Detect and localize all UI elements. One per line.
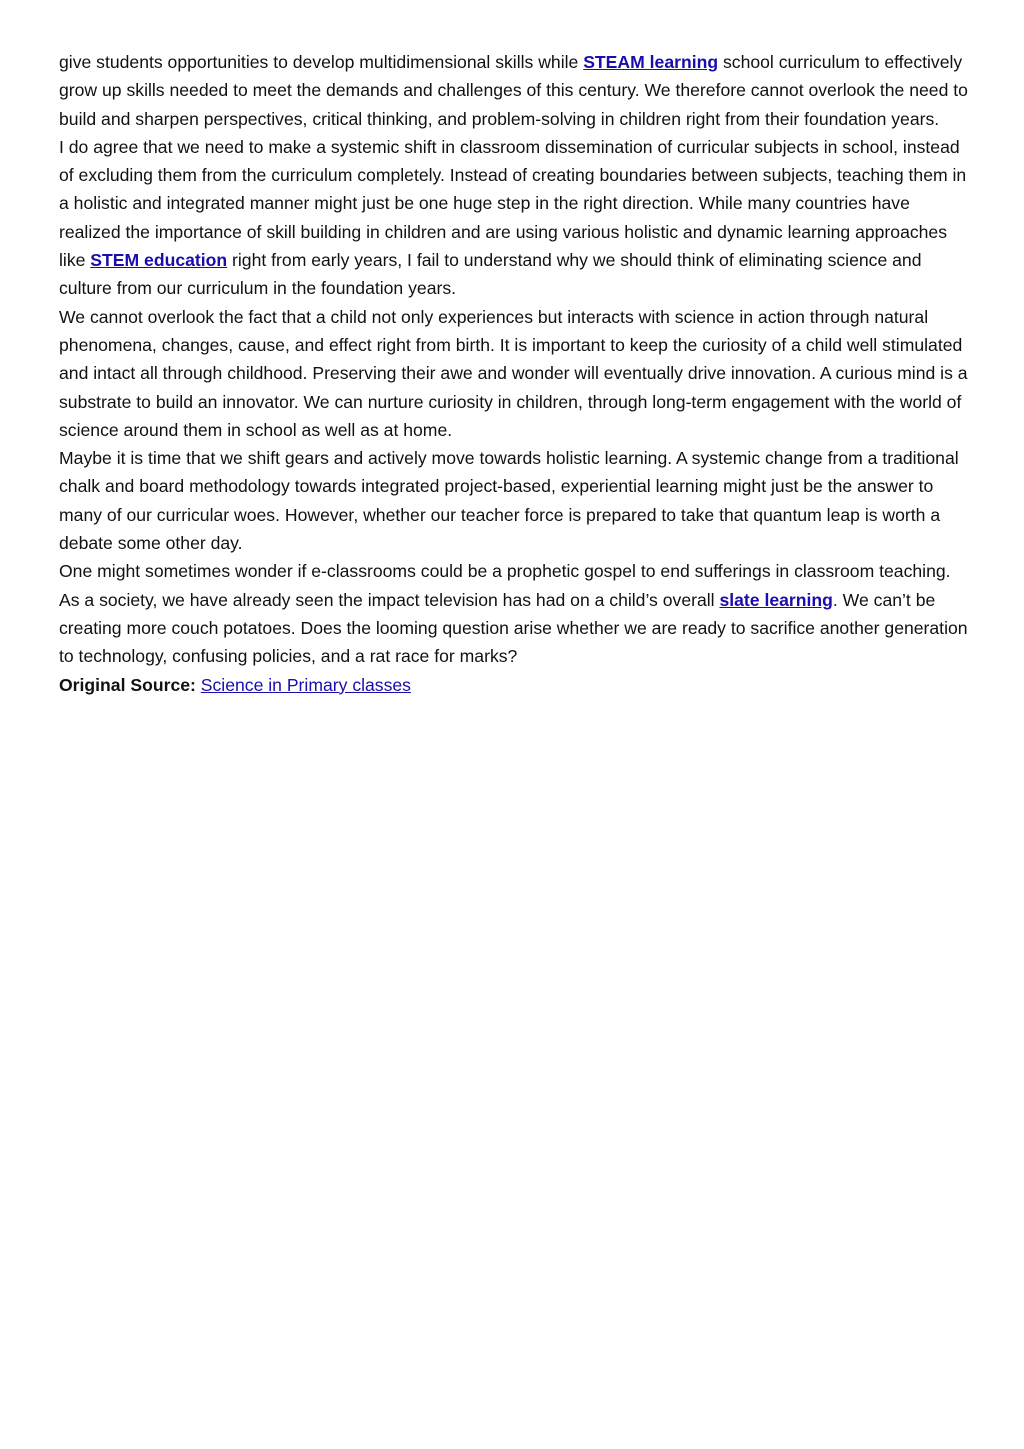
- source-link[interactable]: Science in Primary classes: [200, 674, 411, 695]
- slate-learning-link[interactable]: slate learning: [719, 589, 833, 610]
- source-label: Original Source:: [59, 674, 196, 695]
- paragraph-systemic-shift: [59, 133, 974, 303]
- paragraph-text: school curriculum to effectively grow up skills needed to meet the demands and challenges of this century. We therefore cannot overlook the need to build and sharpen perspectives, critical thinking, and problem-solving in children right from their foundation years.: [59, 52, 968, 129]
- original-source-line: [59, 671, 974, 699]
- steam-learning-link[interactable]: STEAM learning: [583, 52, 719, 72]
- paragraph-steam: [59, 48, 974, 133]
- stem-education-link[interactable]: STEM education: [90, 250, 228, 271]
- paragraph-text: One might sometimes wonder if e-classrooms could be a prophetic gospel to end sufferings in classroom teaching. As a society, we have already seen the impact television has had on a child’s overall: [59, 561, 951, 610]
- paragraph-holistic-learning: Maybe it is time that we shift gears and actively move towards holistic learning. A systemic change from a traditional chalk and board methodology towards integrated project-based, experiential learning might just be the answer to many of our curricular woes. However, whether our teacher force is prepared to take that quantum leap is worth a debate some other day.: [59, 448, 959, 554]
- paragraph-text: I do agree that we need to make a systemic shift in classroom dissemination of curricular subjects in school, instead of excluding them from the curriculum completely. Instead of creating boundaries between subjects, teaching them in a holistic and integrated manner might just be one huge step in the right direction. While many countries have realized the importance of skill building in children and are using various holistic and dynamic learning approaches like: [59, 136, 967, 271]
- paragraph-text: give students opportunities to develop multidimensional skills while: [59, 52, 584, 72]
- paragraph-curiosity: We cannot overlook the fact that a child not only experiences but interacts with science in action through natural phenomena, changes, cause, and effect right from birth. It is important to keep the curiosity of a child well stimulated and intact all through childhood. Preserving their awe and wonder will eventually drive innovation. A curious mind is a substrate to build an innovator. We can nurture curiosity in children, through long-term engagement with the world of science around them in school as well as at home.: [59, 306, 968, 440]
- paragraph-e-classrooms: [59, 557, 974, 670]
- paragraph-text: right from early years, I fail to understand why we should think of eliminating science and culture from our curriculum in the foundation years.: [59, 250, 922, 299]
- article-body: [59, 48, 974, 699]
- paragraph-text: . We can’t be creating more couch potatoes. Does the looming question arise whether we are ready to sacrifice another generation to technology, confusing policies, and a rat race for marks?: [59, 589, 968, 667]
